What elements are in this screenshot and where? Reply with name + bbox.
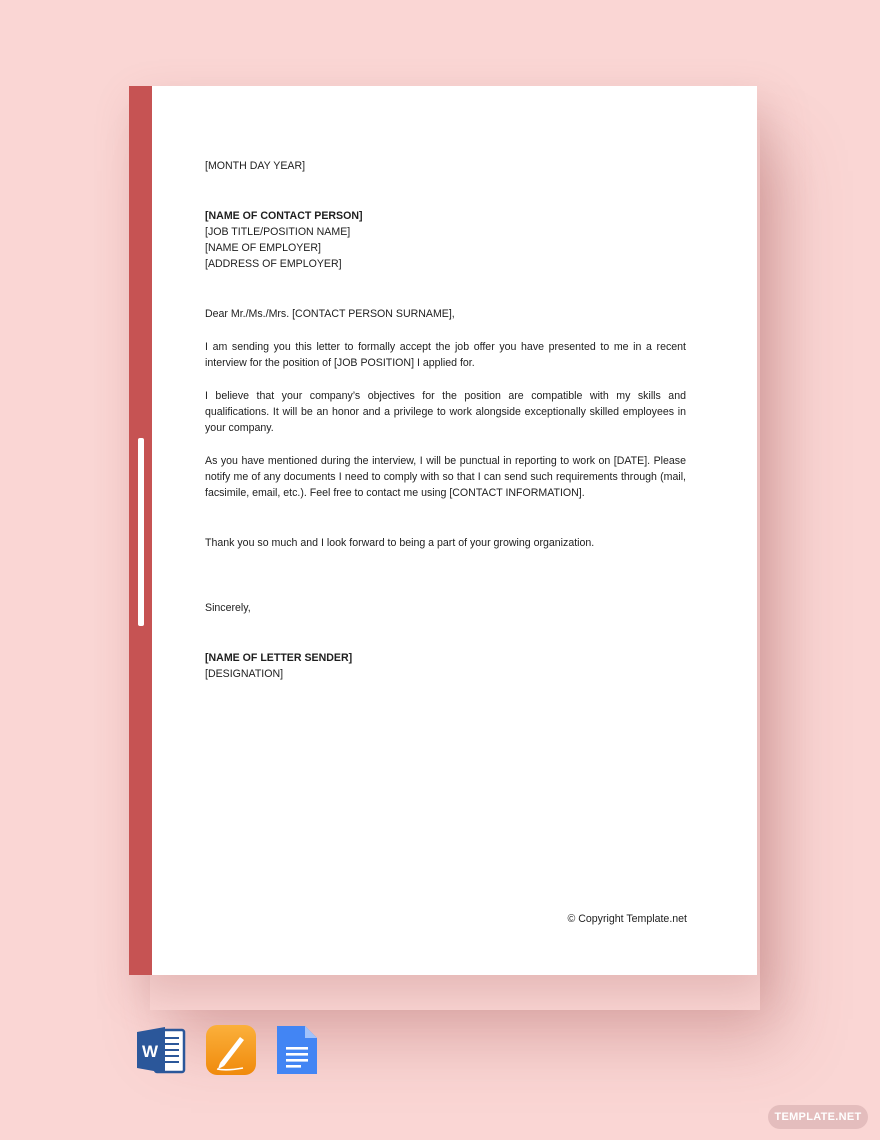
- paragraph-2: I believe that your company’s objectives for the position are compatible with my skills and qualifications. It will be an honor and a privilege to work alongside exceptionally skilled employees in your company.: [205, 390, 686, 434]
- contact-name: [NAME OF CONTACT PERSON]: [205, 210, 363, 222]
- job-title: [JOB TITLE/POSITION NAME]: [205, 226, 351, 238]
- template-net-watermark: TEMPLATE.NET: [768, 1105, 868, 1129]
- accent-bar-mark: [138, 438, 144, 626]
- paragraph-3: As you have mentioned during the interview, I will be punctual in reporting to work on [DATE]. Please notify me of any documents I need to comply with so that I can send such requirements through (mail, facsimile, email, etc.). Feel free to contact me using [CONTACT INFORMATION].: [205, 455, 686, 499]
- paragraph-1: I am sending you this letter to formally accept the job offer you have presented to me in a recent interview for the position of [JOB POSITION] I applied for.: [205, 341, 686, 369]
- sender-name: [NAME OF LETTER SENDER]: [205, 652, 353, 664]
- employer-name: [NAME OF EMPLOYER]: [205, 242, 321, 254]
- copyright-text: © Copyright Template.net: [567, 913, 687, 925]
- thanks-line: Thank you so much and I look forward to being a part of your growing organization.: [205, 537, 595, 549]
- letter-body: [205, 158, 686, 682]
- word-icon[interactable]: [135, 1024, 187, 1076]
- salutation: Dear Mr./Ms./Mrs. [CONTACT PERSON SURNAME],: [205, 308, 455, 320]
- employer-address: [ADDRESS OF EMPLOYER]: [205, 258, 342, 270]
- google-docs-icon[interactable]: [275, 1024, 319, 1076]
- letter-date: [MONTH DAY YEAR]: [205, 160, 306, 172]
- pages-icon[interactable]: [205, 1024, 257, 1076]
- sender-designation: [DESIGNATION]: [205, 668, 284, 680]
- word-icon-letter: W: [141, 1042, 159, 1061]
- closing: Sincerely,: [205, 602, 251, 614]
- document-page: [129, 86, 757, 975]
